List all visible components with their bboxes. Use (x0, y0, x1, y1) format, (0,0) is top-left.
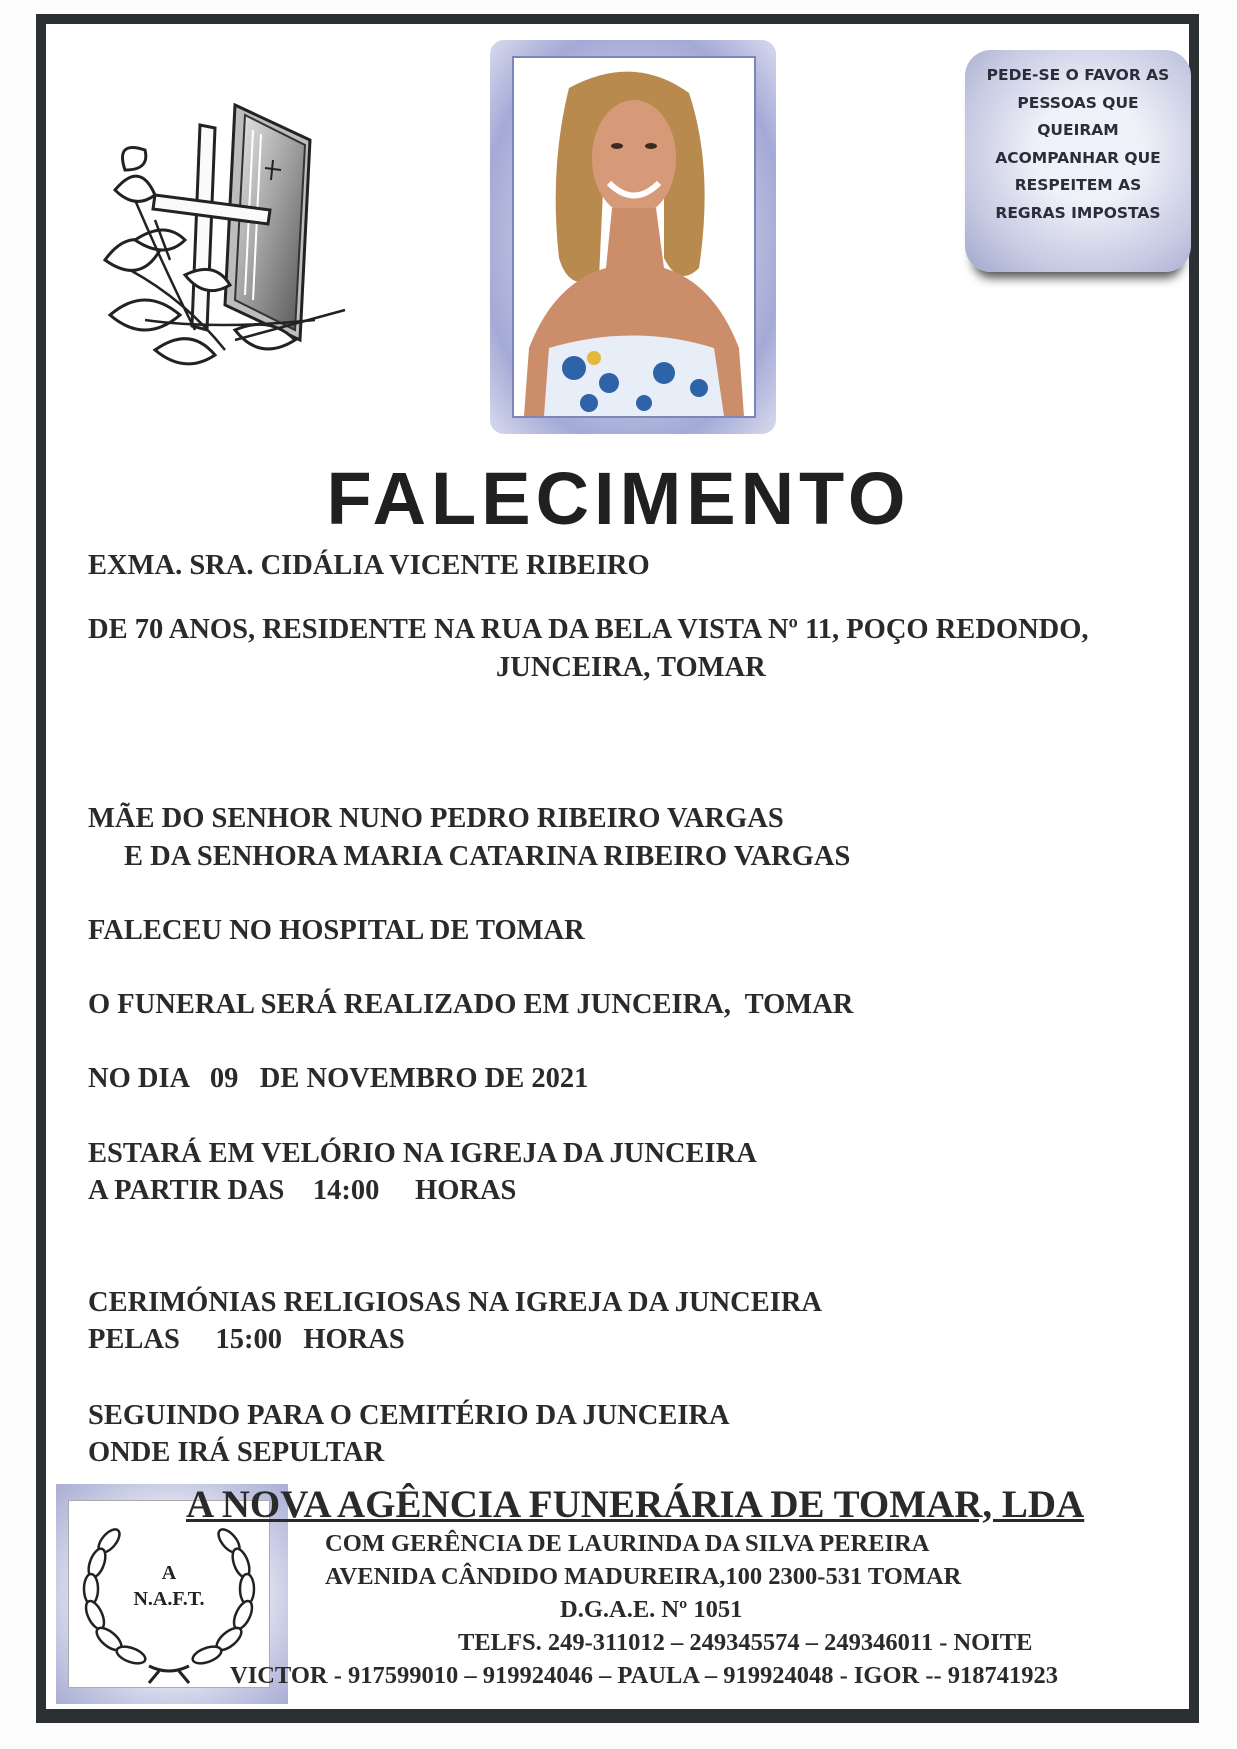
laurel-wreath-icon (69, 1501, 269, 1687)
agency-logo (68, 1500, 270, 1688)
agency-license: D.G.A.E. Nº 1051 (560, 1596, 743, 1623)
wake-line-2: A PARTIR DAS 14:00 HORAS (88, 1175, 517, 1206)
notice-text: PEDE-SE O FAVOR AS PESSOAS QUE QUEIRAM ACOMPANHAR QUE RESPEITEM AS REGRAS IMPOSTAS (986, 66, 1170, 222)
page-title: FALECIMENTO (326, 457, 911, 540)
agency-phones: TELFS. 249-311012 – 249345574 – 249346011 - NOITE (458, 1629, 1033, 1656)
agency-night-contacts: VICTOR - 917599010 – 919924046 – PAULA – 919924048 - IGOR -- 918741923 (230, 1662, 1059, 1689)
residence-line-1: DE 70 ANOS, RESIDENTE NA RUA DA BELA VISTA Nº 11, POÇO REDONDO, (88, 614, 1089, 645)
ceremony-line-2: PELAS 15:00 HORAS (88, 1324, 405, 1355)
logo-letter: A (161, 1562, 177, 1584)
ceremony-line-1: CERIMÓNIAS RELIGIOSAS NA IGREJA DA JUNCEIRA (88, 1287, 823, 1318)
funeral-date: NO DIA 09 DE NOVEMBRO DE 2021 (88, 1063, 589, 1094)
burial-line-1: SEGUINDO PARA O CEMITÉRIO DA JUNCEIRA (88, 1400, 730, 1431)
residence-line-2: JUNCEIRA, TOMAR (496, 652, 766, 683)
burial-line-2: ONDE IRÁ SEPULTAR (88, 1437, 385, 1468)
logo-initials: N.A.F.T. (133, 1588, 205, 1610)
funeral-place: O FUNERAL SERÁ REALIZADO EM JUNCEIRA, TOMAR (88, 989, 854, 1020)
family-line-1: MÃE DO SENHOR NUNO PEDRO RIBEIRO VARGAS (88, 803, 784, 834)
deceased-name: EXMA. SRA. CIDÁLIA VICENTE RIBEIRO (88, 550, 650, 581)
agency-address: AVENIDA CÂNDIDO MADUREIRA,100 2300-531 TOMAR (325, 1563, 962, 1590)
family-line-2: E DA SENHORA MARIA CATARINA RIBEIRO VARGAS (124, 841, 851, 872)
cross-with-lilies-icon (95, 100, 355, 380)
agency-manager: COM GERÊNCIA DE LAURINDA DA SILVA PEREIRA (325, 1530, 930, 1557)
wake-line-1: ESTARÁ EM VELÓRIO NA IGREJA DA JUNCEIRA (88, 1138, 757, 1169)
agency-name: A NOVA AGÊNCIA FUNERÁRIA DE TOMAR, LDA (186, 1483, 1085, 1526)
portrait-photo (512, 56, 756, 418)
death-place: FALECEU NO HOSPITAL DE TOMAR (88, 915, 585, 946)
portrait-illustration (514, 58, 754, 416)
